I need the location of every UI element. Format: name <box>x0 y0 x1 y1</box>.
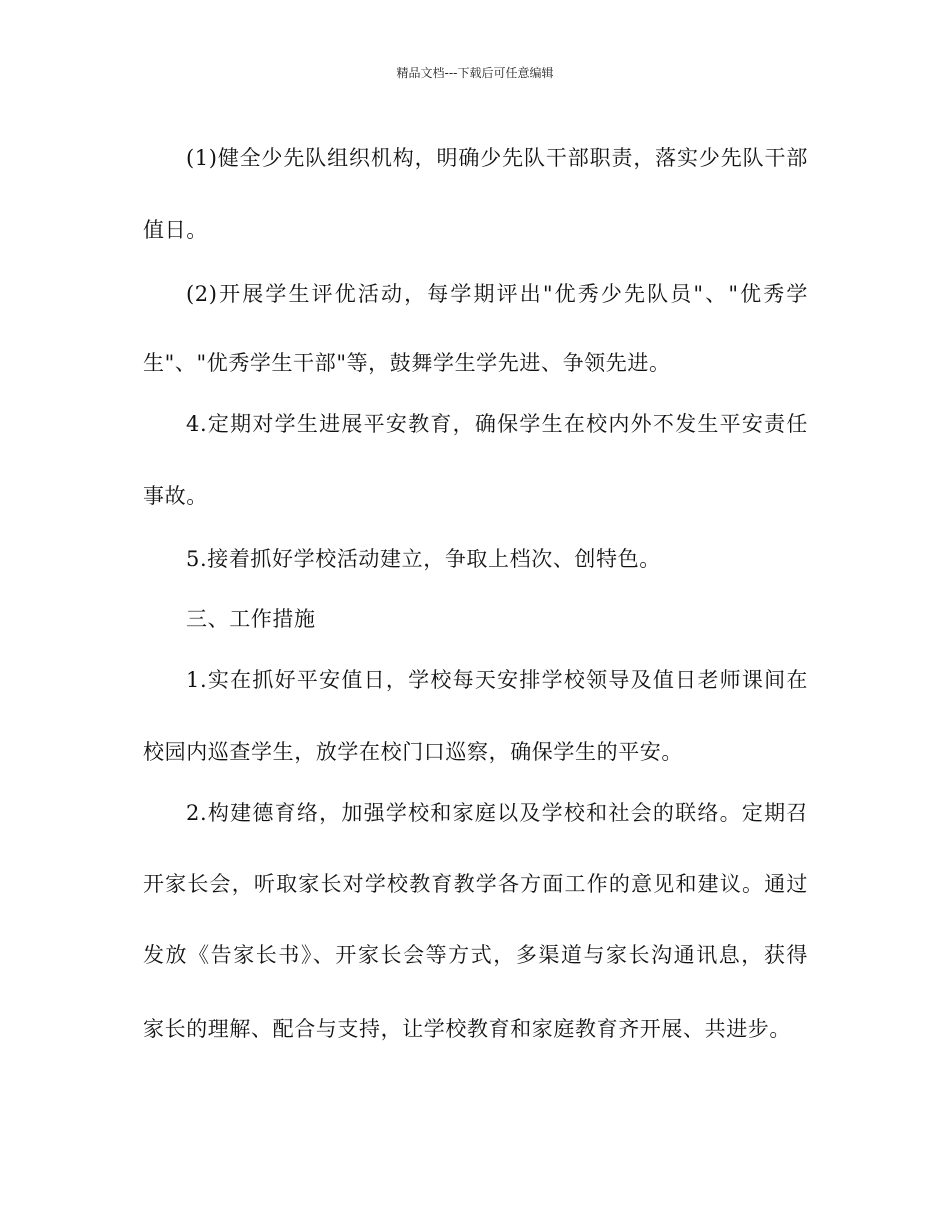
paragraph-line: 开家长会，听取家长对学校教育教学各方面工作的意见和建议。通过 <box>143 872 808 896</box>
section-heading: 三、工作措施 <box>186 607 316 631</box>
paragraph-line: 5.接着抓好学校活动建立，争取上档次、创特色。 <box>186 547 661 571</box>
paragraph-line: (1)健全少先队组织机构，明确少先队干部职责，落实少先队干部 <box>186 146 808 170</box>
paragraph-line: 校园内巡查学生，放学在校门口巡察，确保学生的平安。 <box>143 740 683 764</box>
paragraph-line: 2.构建德育络，加强学校和家庭以及学校和社会的联络。定期召 <box>186 801 808 825</box>
page-header: 精品文档---下载后可任意编辑 <box>396 66 554 80</box>
paragraph-line: 发放《告家长书》、开家长会等方式，多渠道与家长沟通讯息，获得 <box>143 943 808 967</box>
paragraph-line: 事故。 <box>143 484 208 508</box>
paragraph-line: 家长的理解、配合与支持，让学校教育和家庭教育齐开展、共进步。 <box>143 1017 791 1041</box>
paragraph-line: (2)开展学生评优活动，每学期评出"优秀少先队员"、"优秀学 <box>186 282 808 306</box>
paragraph-line: 4.定期对学生进展平安教育，确保学生在校内外不发生平安责任 <box>186 412 808 436</box>
paragraph-line: 1.实在抓好平安值日，学校每天安排学校领导及值日老师课间在 <box>186 668 808 692</box>
paragraph-line: 生"、"优秀学生干部"等，鼓舞学生学先进、争领先进。 <box>143 351 671 375</box>
paragraph-line: 值日。 <box>143 218 208 242</box>
